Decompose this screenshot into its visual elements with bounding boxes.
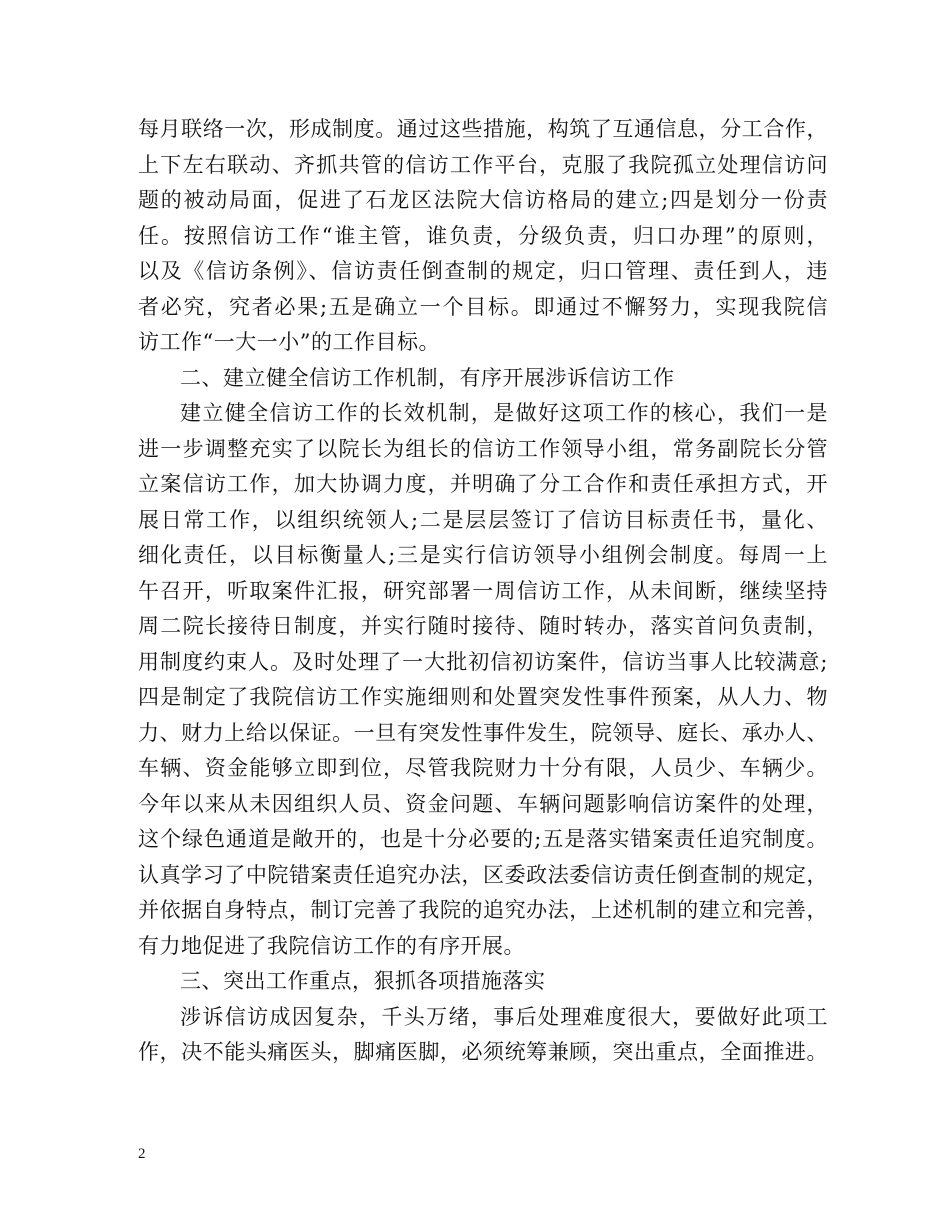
text-line: 每月联络一次，形成制度。通过这些措施，构筑了互通信息，分工合作，: [138, 117, 828, 141]
text-line: 进一步调整充实了以院长为组长的信访工作领导小组，常务副院长分管: [138, 436, 828, 461]
text-line: 并依据自身特点，制订完善了我院的追究办法，上述机制的建立和完善，: [138, 898, 828, 922]
text-line: 用制度约束人。及时处理了一大批初信初访案件，信访当事人比较满意;: [138, 649, 828, 674]
text-line: 四是制定了我院信访工作实施细则和处置突发性事件预案，从人力、物: [138, 685, 828, 709]
text-line: 任。按照信访工作“谁主管，谁负责，分级负责，归口办理”的原则，: [138, 223, 828, 248]
body-text: [138, 112, 828, 1071]
text-line: 认真学习了中院错案责任追究办法，区委政法委信访责任倒查制的规定，: [138, 862, 828, 887]
text-line: 有力地促进了我院信访工作的有序开展。: [138, 933, 525, 958]
section-heading: 三、突出工作重点，狠抓各项措施落实: [180, 969, 546, 993]
text-line: 以及《信访条例》、信访责任倒查制的规定，归口管理、责任到人，违: [138, 259, 828, 283]
text-line: 今年以来从未因组织人员、资金问题、车辆问题影响信访案件的处理，: [138, 791, 828, 816]
text-line: 访工作“一大一小”的工作目标。: [138, 330, 440, 354]
text-line: 立案信访工作，加大协调力度，并明确了分工合作和责任承担方式，开: [138, 472, 828, 496]
text-line: 题的被动局面，促进了石龙区法院大信访格局的建立;四是划分一份责: [138, 188, 828, 212]
text-line: 周二院长接待日制度，并实行随时接待、随时转办，落实首问负责制，: [138, 614, 828, 638]
text-line: 午召开，听取案件汇报，研究部署一周信访工作，从未间断，继续坚持: [138, 578, 828, 603]
section-heading: 二、建立健全信访工作机制，有序开展涉诉信访工作: [180, 365, 675, 390]
text-line: 这个绿色通道是敞开的，也是十分必要的;五是落实错案责任追究制度。: [138, 827, 828, 851]
text-line: 车辆、资金能够立即到位，尽管我院财力十分有限，人员少、车辆少。: [138, 756, 828, 780]
text-line: 涉诉信访成因复杂，千头万绪，事后处理难度很大，要做好此项工: [180, 1004, 828, 1029]
text-line: 者必究，究者必果;五是确立一个目标。即通过不懈努力，实现我院信: [138, 294, 828, 319]
page-number: 2: [138, 1146, 146, 1162]
text-line: 建立健全信访工作的长效机制，是做好这项工作的核心，我们一是: [180, 401, 828, 425]
text-line: 力、财力上给以保证。一旦有突发性事件发生，院领导、庭长、承办人、: [138, 720, 828, 745]
text-line: 上下左右联动、齐抓共管的信访工作平台，克服了我院孤立处理信访问: [138, 152, 828, 177]
text-line: 作，决不能头痛医头，脚痛医脚，必须统筹兼顾，突出重点，全面推进。: [138, 1040, 828, 1064]
text-line: 细化责任，以目标衡量人;三是实行信访领导小组例会制度。每周一上: [138, 543, 828, 567]
text-line: 展日常工作，以组织统领人;二是层层签订了信访目标责任书，量化、: [138, 507, 828, 532]
